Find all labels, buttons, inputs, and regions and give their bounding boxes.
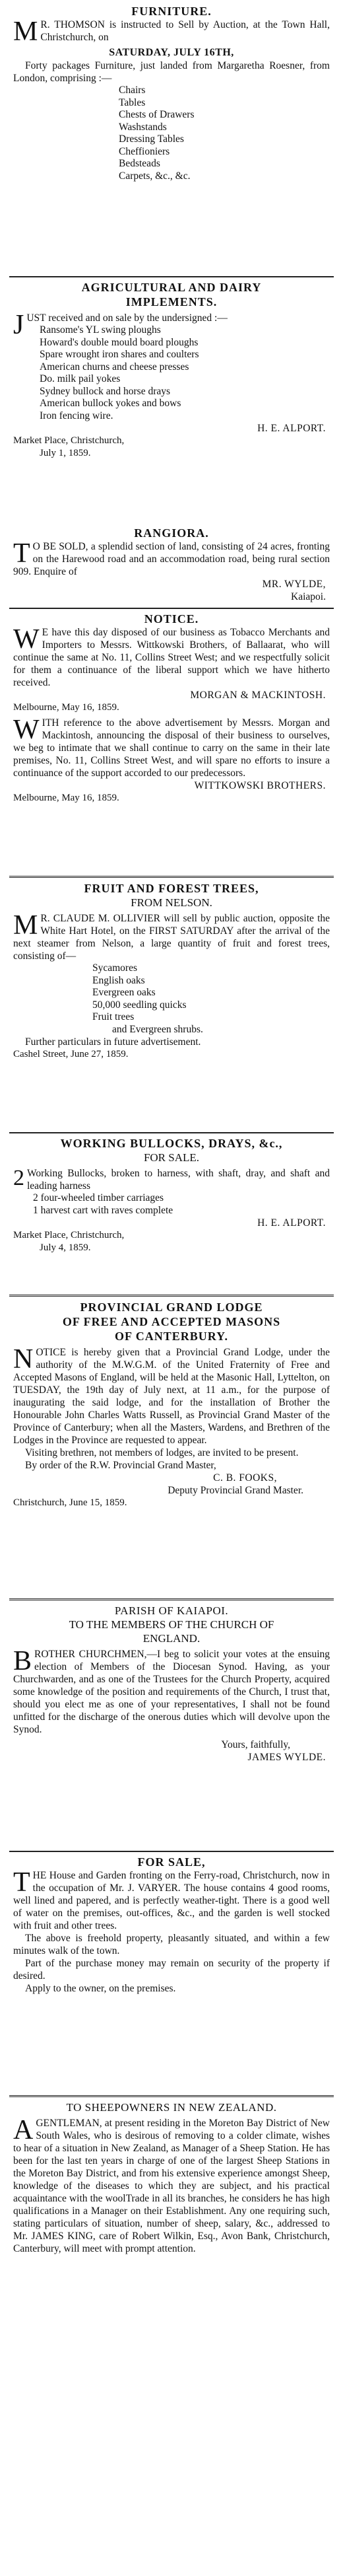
ad-body-3: Part of the purchase money may remain on security of the property if desired. xyxy=(13,1958,330,1982)
divider xyxy=(9,2095,334,2097)
drop-cap: B xyxy=(13,1646,32,1676)
ad-heading: FURNITURE. xyxy=(131,5,212,18)
list-item: American churns and cheese presses xyxy=(40,361,189,373)
list-item: 50,000 seedling quicks xyxy=(92,999,187,1011)
list-item: Sydney bullock and horse drays xyxy=(40,385,171,397)
list-item: Fruit trees xyxy=(92,1011,135,1022)
divider xyxy=(9,1295,334,1297)
list-item: Howard's double mould board ploughs xyxy=(40,336,199,348)
list-item: Do. milk pail yokes xyxy=(40,373,121,384)
ad-body: O BE SOLD, a splendid section of land, consisting of 24 acres, fronting on the Harewood road and an accommodation road, being rural section 909. Enquire of xyxy=(13,541,330,577)
ad-furniture xyxy=(13,4,330,273)
closing: Yours, faithfully, xyxy=(221,1739,290,1750)
signature: H. E. ALPORT. xyxy=(257,1217,326,1229)
place: Market Place, Christchurch, xyxy=(13,1230,125,1240)
ad-body: HE House and Garden fronting on the Ferry-road, Christchurch, now in the occupation of Mr. J. VARYER. The house contains 4 good rooms, well lined and papered, and is perfectly weather-tight. There is a good well of water on the premises, out-offices, &c., and the garden is well stocked with fruit and other trees. xyxy=(13,1870,330,1931)
ad-body: UST received and on sale by the undersigned :— xyxy=(26,312,228,324)
ad-body: ROTHER CHURCHMEN,—I beg to solicit your votes at the ensuing election of Members of the Diocesan Synod. Having, as your Churchwarden, and as one of the Trustees for the Church Property, acquired some knowledge of the position and requirements of the Church, I trust that, should you elect me as one of your representatives, I shall not be found unfitted for the discharge of the onerous duties which will devolve upon the Synod. xyxy=(13,1649,330,1735)
list-item: Bedsteads xyxy=(119,158,160,169)
ad-heading: FOR SALE, xyxy=(137,1855,206,1869)
list-item: Chairs xyxy=(119,85,146,96)
ad-body: OTICE is hereby given that a Provincial Grand Lodge, under the authority of the M.W.G.M. of the United Fraternity of Free and Accepted Masons of England, will be held at the Masonic Hall, Lyttelton, on TUESDAY, the 19th day of July next, at 11 a.m., for the purpose of inaugurating the said lodge, and for the installation of Brother the Honourable John Charles Watts Russell, as Provincial Grand Master of the Province of Canterbury; when all the Masters, Wardens, and Brethren of the Lodges in the Province are requested to appear. xyxy=(13,1347,330,1446)
ad-heading-2: OF FREE AND ACCEPTED MASONS xyxy=(62,1315,281,1328)
list-item: Cheffioniers xyxy=(119,145,170,157)
signature-2: WITTKOWSKI BROTHERS. xyxy=(194,780,326,791)
ad-body-2: The above is freehold property, pleasantly situated, and within a few minutes walk of the town. xyxy=(13,1933,330,1956)
ad-agricultural-implements xyxy=(13,280,330,523)
ad-body-2: Visiting brethren, not members of lodges, are invited to be present. xyxy=(25,1447,299,1458)
ad-date: Cashel Street, June 27, 1859. xyxy=(13,1049,129,1059)
drop-cap: W xyxy=(13,715,40,745)
list-item: Washstands xyxy=(119,121,167,133)
ad-heading: TO SHEEPOWNERS IN NEW ZEALAND. xyxy=(66,2101,277,2114)
ad-heading: AGRICULTURAL AND DAIRY xyxy=(81,281,262,294)
list-item: Iron fencing wire. xyxy=(40,410,113,421)
ad-heading: FRUIT AND FOREST TREES, xyxy=(84,882,259,895)
place: Market Place, Christchurch, xyxy=(13,435,125,446)
drop-cap: W xyxy=(13,624,40,655)
ad-parish-of-kaiapoi xyxy=(13,1604,330,1848)
signature: MR. WYLDE, xyxy=(262,579,326,590)
ad-body-2: ITH reference to the above advertisement by Messrs. Morgan and Mackintosh, announcing the disposal of their business to ourselves, we beg to intimate that we shall continue to carry on the same in their late premises, No. 11, Collins Street West, and will spare no efforts to insure a continuance of the support accorded to our predecessors. xyxy=(13,717,330,779)
list-item: Ransome's YL swing ploughs xyxy=(40,324,161,336)
ad-heading-2: FROM NELSON. xyxy=(131,896,212,909)
ad-fruit-forest-trees xyxy=(13,881,330,1129)
drop-cap: M xyxy=(13,910,38,941)
drop-cap: T xyxy=(13,1867,30,1898)
ad-notice xyxy=(13,612,330,873)
ad-date: July 4, 1859. xyxy=(40,1242,91,1253)
ad-body: R. THOMSON is instructed to Sell by Auction, at the Town Hall, Christchurch, on xyxy=(40,19,330,43)
list-item: English oaks xyxy=(92,974,145,986)
drop-cap: N xyxy=(13,1344,34,1375)
divider xyxy=(9,876,334,878)
ad-heading: RANGIORA. xyxy=(134,526,209,540)
list-item: and Evergreen shrubs. xyxy=(112,1023,203,1035)
ad-body-2: Further particulars in future advertisement. xyxy=(25,1036,201,1048)
divider xyxy=(9,1851,334,1852)
signature: JAMES WYLDE. xyxy=(247,1752,326,1763)
drop-cap: T xyxy=(13,538,30,569)
signature: H. E. ALPORT. xyxy=(257,423,326,434)
sale-date: SATURDAY, JULY 16TH, xyxy=(109,47,234,58)
ad-heading-2: FOR SALE. xyxy=(143,1151,200,1164)
ad-heading: PARISH OF KAIAPOI. xyxy=(114,1604,229,1617)
ad-heading-3: OF CANTERBURY. xyxy=(114,1330,229,1343)
list-item: Dressing Tables xyxy=(119,133,184,145)
list-item: Spare wrought iron shares and coulters xyxy=(40,349,199,360)
divider xyxy=(9,1598,334,1600)
ad-body: R. CLAUDE M. OLLIVIER will sell by public auction, opposite the White Hart Hotel, on the FIRST SATURDAY after the arrival of the next steamer from Nelson, a large quantity of fruit and forest trees, consisting of— xyxy=(13,913,330,962)
drop-cap: J xyxy=(13,310,24,340)
ad-date: July 1, 1859. xyxy=(40,448,91,458)
ad-provincial-grand-lodge xyxy=(13,1300,330,1596)
ad-body-4: Apply to the owner, on the premises. xyxy=(25,1983,176,1994)
ad-heading-2: IMPLEMENTS. xyxy=(125,295,218,308)
ad-date-2: Melbourne, May 16, 1859. xyxy=(13,793,119,803)
ad-heading: WORKING BULLOCKS, DRAYS, &c., xyxy=(60,1137,283,1150)
ad-heading-2: TO THE MEMBERS OF THE CHURCH OF xyxy=(69,1618,274,1631)
ad-body-3: By order of the R.W. Provincial Grand Master, xyxy=(25,1460,216,1471)
list-item: 1 harvest cart with raves complete xyxy=(33,1204,173,1216)
list-item: Sycamores xyxy=(92,962,138,974)
list-item: Chests of Drawers xyxy=(119,109,195,120)
signature: C. B. FOOKS, xyxy=(213,1472,277,1484)
ad-date: Melbourne, May 16, 1859. xyxy=(13,702,119,713)
drop-cap: 2 xyxy=(13,1166,24,1190)
ad-date: Christchurch, June 15, 1859. xyxy=(13,1497,127,1508)
ad-for-sale-house xyxy=(13,1855,330,2093)
ad-heading: PROVINCIAL GRAND LODGE xyxy=(80,1301,263,1314)
ad-body: Working Bullocks, broken to harness, with shaft, dray, and shaft and leading harness xyxy=(27,1168,330,1192)
list-item: Carpets, &c., &c. xyxy=(119,170,191,182)
signature: MORGAN & MACKINTOSH. xyxy=(190,690,326,701)
ad-heading: NOTICE. xyxy=(144,612,199,626)
list-item: American bullock yokes and bows xyxy=(40,398,181,409)
ad-body: GENTLEMAN, at present residing in the Moreton Bay District of New South Wales, who is desirous of removing to a colder climate, wishes to hear of a situation in New Zealand, as Manager of a Sheep Station. He has been for the last ten years in charge of one of the largest Sheep Stations in the Moreton Bay District, and from his extensive experience amongst Sheep, knowledge of the diseases to which they are subject, and his practical acquaintance with the woolTrade in all its branches, he considers he has high qualifications in a Manager on their Establishment. Any one requiring such, stating particulars of situation, number of sheep, salary, &c., addressed to Mr. JAMES KING, care of Robert Wilkin, Esq., Avon Bank, Christchurch, Canterbury, will meet with prompt attention. xyxy=(13,2118,330,2254)
signature-location: Kaiapoi. xyxy=(291,591,326,602)
list-item: 2 four-wheeled timber carriages xyxy=(33,1192,164,1203)
ad-rangiora xyxy=(13,526,330,604)
signature-title: Deputy Provincial Grand Master. xyxy=(168,1485,303,1496)
ad-sheepowners xyxy=(13,2100,330,2378)
drop-cap: M xyxy=(13,17,38,47)
ad-body-2: Forty packages Furniture, just landed from Margaretha Roesner, from London, comprising :— xyxy=(13,60,330,84)
ad-body: E have this day disposed of our business as Tobacco Merchants and Importers to Messrs. Wittkowski Brothers, of Ballaarat, who will continue the same at No. 11, Collins Street West; and we respectfully solicit for them a continuance of the liberal support which we have hitherto received. xyxy=(13,627,330,688)
ad-working-bullocks xyxy=(13,1136,330,1292)
divider xyxy=(9,276,334,277)
list-item: Tables xyxy=(119,96,146,108)
list-item: Evergreen oaks xyxy=(92,987,156,998)
drop-cap: A xyxy=(13,2115,34,2145)
divider xyxy=(9,608,334,609)
ad-heading-3: ENGLAND. xyxy=(142,1632,201,1645)
divider xyxy=(9,1132,334,1133)
